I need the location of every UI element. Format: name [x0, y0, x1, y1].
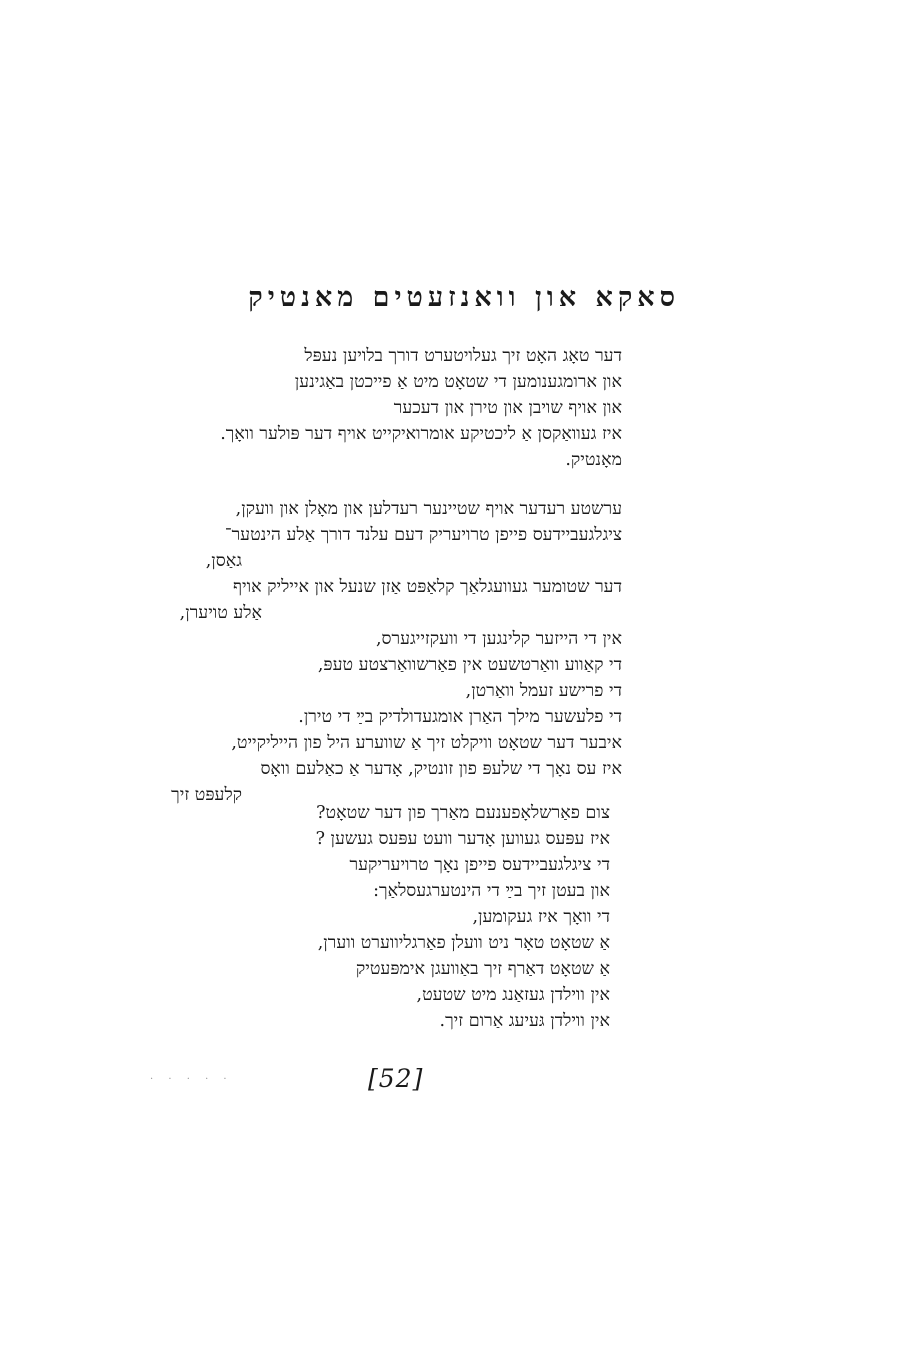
- print-specks: · · · · ·: [150, 1074, 233, 1085]
- poem-line: די פרישע זעמל וואַרטן,: [465, 681, 622, 701]
- poem-line: ערשטע רעדער אויף שטיינער רעדלען און מאָלן און וועקן,: [235, 499, 622, 519]
- poem-line: און בעטן זיך בײַ די הינטערגעסלאַך:: [373, 881, 610, 901]
- poem-line: דער טאָג האָט זיך געלויטערט דורך בלויען נעפּל: [304, 346, 622, 366]
- page-number: [52]: [368, 1064, 424, 1093]
- poem-line: ציגלגעביידעס פייפן טרויעריק דעם עלנד דורך אַלע הינטער־: [224, 525, 622, 545]
- poem-line: דער שטומער געוועגלאַך קלאַפּט אַזן שנעל און אייליק אויף: [232, 577, 622, 597]
- poem-line: די ציגלגעביידעס פייפן נאָך טרויעריקער: [349, 855, 610, 875]
- poem-line: איז עס נאָך די שלעפּ פון זונטיק, אָדער אַ כאַלעם וואָס: [260, 759, 622, 779]
- poem-line: איז געוואַקסן אַ ליכטיקע אומרואיקייט אויף דער פּולער וואָך.: [220, 424, 622, 444]
- poem-line: קלעפּט זיך: [171, 785, 242, 805]
- stanza-3: [316, 800, 610, 1034]
- poem-line: איז עפּעס געווען אָדער וועט עפּעס געשען ?: [315, 829, 610, 849]
- poem-line: אַ שטאָט טאָר ניט וועלן פאַרגליווערט ווערן,: [317, 933, 610, 953]
- poem-line: די פלעשער מילך האַרן אומגעדולדיק בײַ די טירן.: [298, 707, 622, 727]
- poem-line: די וואָך איז געקומען,: [472, 907, 610, 927]
- poem-line: מאָנטיק.: [565, 450, 622, 470]
- poem-line: איבער דער שטאָט וויקלט זיך אַ שווערע היל פון הייליקייט,: [231, 733, 622, 753]
- poem-line: אין ווילדן געזאַנג מיט שטעט,: [416, 985, 610, 1005]
- poem-line: אין ווילדן גּעיעג אַרום זיך.: [439, 1011, 610, 1031]
- poem-line: די קאַווע וואַרטשעט אין פאַרשוואַרצטע טעפּ,: [317, 655, 622, 675]
- poem-line: און אויף שויבן און טירן און דעכער: [393, 398, 622, 418]
- poem-line: אַלע טויערן,: [179, 603, 262, 623]
- poem-line: אין די הייזער קלינגען די וועקזייגערס,: [375, 629, 622, 649]
- poem-title: סאקא און וואנזעטים מאנטיק: [248, 282, 680, 313]
- stanza-2: [171, 496, 622, 808]
- poem-line: אַ שטאָט דאַרף זיך באַוועגן אימפּעטיק: [355, 959, 610, 979]
- stanza-1: [220, 343, 622, 473]
- poem-line: גאַסן,: [205, 551, 242, 571]
- poem-line: און ארומגענומען די שטאָט מיט אַ פייכטן באַגינען: [294, 372, 622, 392]
- poem-line: צום פאַרשלאָפענעם מאַרך פון דער שטאָט?: [316, 803, 610, 823]
